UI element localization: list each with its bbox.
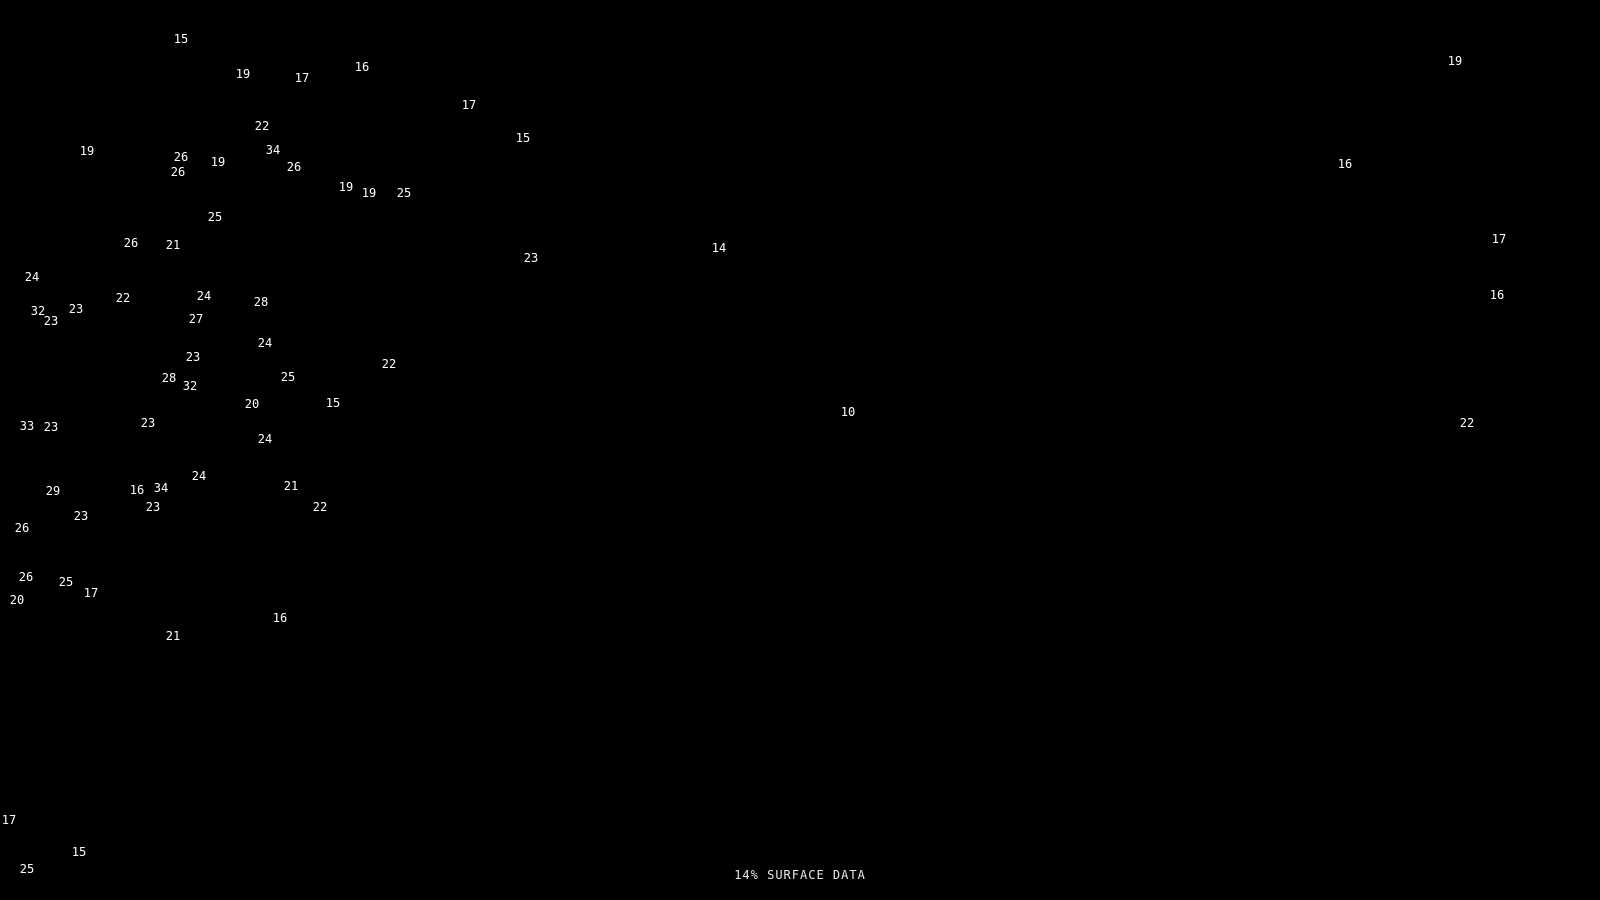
data-label: 14 (711, 241, 727, 255)
data-label: 15 (515, 131, 531, 145)
data-label: 15 (71, 845, 87, 859)
data-label: 23 (43, 420, 59, 434)
data-label: 24 (191, 469, 207, 483)
data-label: 24 (24, 270, 40, 284)
data-label: 21 (283, 479, 299, 493)
data-label: 28 (161, 371, 177, 385)
data-label: 21 (165, 629, 181, 643)
data-label: 32 (30, 304, 46, 318)
data-label: 15 (173, 32, 189, 46)
data-label: 24 (257, 432, 273, 446)
data-label: 16 (272, 611, 288, 625)
data-label: 29 (45, 484, 61, 498)
data-label: 34 (153, 481, 169, 495)
data-label: 16 (1489, 288, 1505, 302)
data-label: 17 (83, 586, 99, 600)
data-label: 19 (1447, 54, 1463, 68)
data-label: 23 (145, 500, 161, 514)
data-label: 17 (294, 71, 310, 85)
data-label: 33 (19, 419, 35, 433)
data-label: 22 (115, 291, 131, 305)
data-label: 19 (79, 144, 95, 158)
data-label: 23 (185, 350, 201, 364)
data-label: 26 (18, 570, 34, 584)
data-label: 17 (461, 98, 477, 112)
data-label: 25 (280, 370, 296, 384)
data-label: 26 (14, 521, 30, 535)
data-label: 26 (286, 160, 302, 174)
data-label: 23 (140, 416, 156, 430)
data-label: 22 (381, 357, 397, 371)
data-label: 17 (1, 813, 17, 827)
data-label: 28 (253, 295, 269, 309)
data-label: 22 (1459, 416, 1475, 430)
data-label: 16 (129, 483, 145, 497)
data-label: 26 (123, 236, 139, 250)
data-label: 32 (182, 379, 198, 393)
data-label: 25 (58, 575, 74, 589)
data-label: 16 (354, 60, 370, 74)
data-label: 26 (173, 150, 189, 164)
data-label: 17 (1491, 232, 1507, 246)
data-label: 27 (188, 312, 204, 326)
data-label: 20 (244, 397, 260, 411)
data-label: 19 (235, 67, 251, 81)
data-label: 19 (338, 180, 354, 194)
data-label: 34 (265, 143, 281, 157)
data-label: 24 (196, 289, 212, 303)
data-label: 24 (257, 336, 273, 350)
data-label: 23 (523, 251, 539, 265)
data-label: 10 (840, 405, 856, 419)
data-label: 20 (9, 593, 25, 607)
data-label: 16 (1337, 157, 1353, 171)
data-label: 25 (207, 210, 223, 224)
data-label: 15 (325, 396, 341, 410)
data-label: 23 (73, 509, 89, 523)
status-bar: 14% SURFACE DATA (734, 868, 866, 882)
data-label: 22 (312, 500, 328, 514)
data-label: 23 (43, 314, 59, 328)
data-label: 21 (165, 238, 181, 252)
data-label: 22 (254, 119, 270, 133)
data-label: 25 (396, 186, 412, 200)
data-label: 23 (68, 302, 84, 316)
data-label: 26 (170, 165, 186, 179)
data-label: 19 (210, 155, 226, 169)
data-label: 25 (19, 862, 35, 876)
data-label: 19 (361, 186, 377, 200)
